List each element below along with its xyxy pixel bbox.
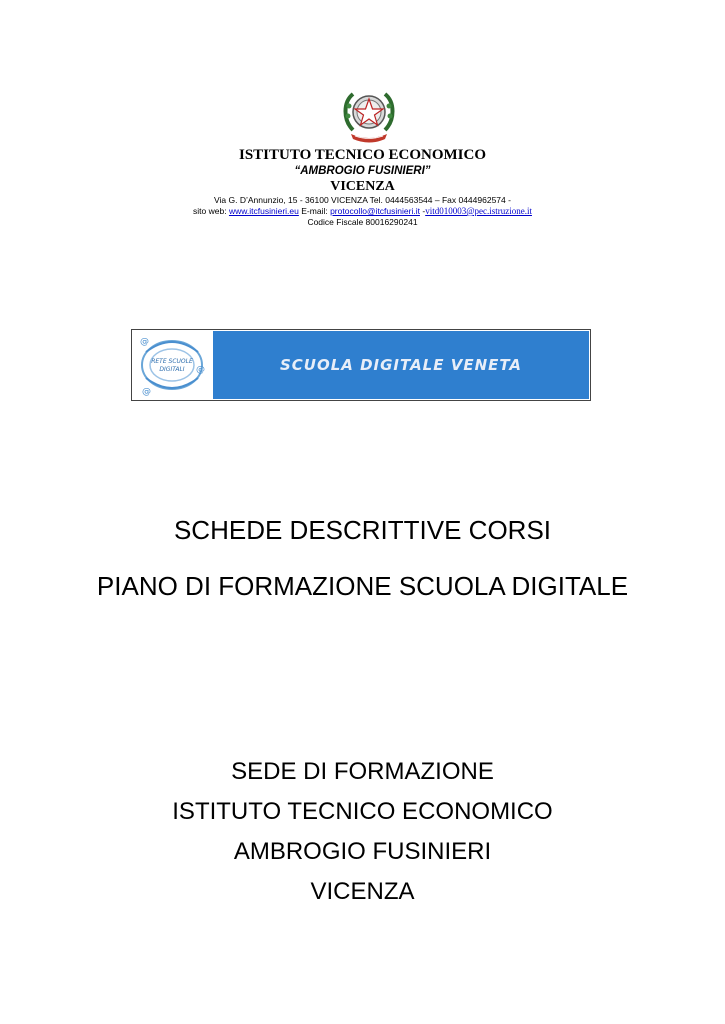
site-label: sito web:: [193, 206, 227, 216]
pec-link[interactable]: vitd010003@pec.istruzione.it: [425, 206, 532, 216]
institute-name: ISTITUTO TECNICO ECONOMICO: [238, 147, 486, 163]
institute-city: VICENZA: [330, 179, 395, 194]
institute-address: Via G. D’Annunzio, 15 - 36100 VICENZA Tel. 0444563544 – Fax 0444962574 -: [214, 195, 511, 205]
sede-line-2: ISTITUTO TECNICO ECONOMICO: [172, 798, 553, 825]
site-link[interactable]: www.itcfusinieri.eu: [228, 206, 299, 216]
svg-text:@: @: [142, 387, 151, 397]
sede-line-3: AMBROGIO FUSINIERI: [233, 838, 492, 865]
contact-line: [0, 206, 725, 217]
rete-scuole-digitali-logo-icon: [132, 330, 212, 400]
svg-text:@: @: [140, 337, 149, 347]
email-link[interactable]: protocollo@itcfusinieri.it: [330, 206, 420, 216]
title-line-1: SCHEDE DESCRITTIVE CORSI: [173, 515, 552, 545]
institute-subtitle: “AMBROGIO FUSINIERI”: [294, 165, 431, 177]
scuola-digitale-banner: [131, 329, 591, 401]
email-label: E-mail:: [301, 206, 328, 216]
banner-strip: [213, 331, 589, 399]
sede-line-1: SEDE DI FORMAZIONE: [231, 758, 494, 785]
logo-text-line2: DIGITALI: [159, 366, 185, 373]
title-line-2: PIANO DI FORMAZIONE SCUOLA DIGITALE: [96, 571, 629, 601]
italian-republic-emblem-icon: [341, 86, 397, 144]
fiscal-code: Codice Fiscale 80016290241: [307, 217, 418, 227]
training-location: [0, 752, 725, 912]
logo-text-line1: RETE SCUOLE: [151, 358, 193, 365]
banner-text: SCUOLA DIGITALE VENETA: [279, 356, 523, 374]
pec-separator: -: [422, 206, 426, 216]
svg-text:@: @: [196, 365, 205, 375]
institute-header: [0, 147, 725, 228]
sede-line-4: VICENZA: [310, 878, 415, 905]
